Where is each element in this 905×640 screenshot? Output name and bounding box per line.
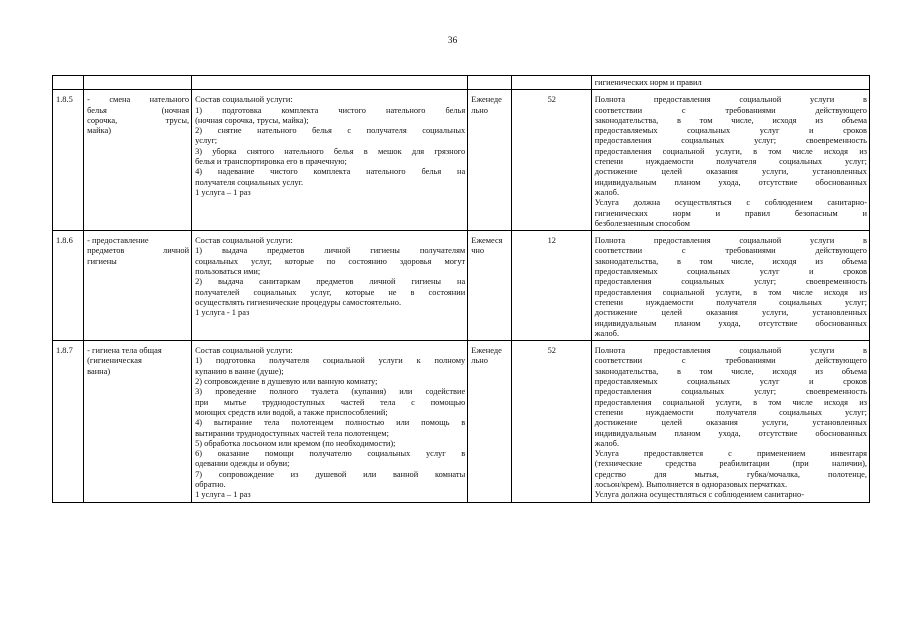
cell-quality bbox=[591, 341, 869, 502]
quality-line: законодательства, в том числе, исходя из объема bbox=[594, 256, 867, 266]
quality-line: соответствии с требованиями действующего bbox=[594, 246, 867, 256]
cell-quality bbox=[591, 231, 869, 341]
desc-line: осуществлять гигиенические процедуры самостоятельно. bbox=[195, 297, 402, 307]
name-line: (гигиеническая bbox=[87, 356, 142, 366]
quality-line: предоставления социальной услуги, в том числе исходя из bbox=[594, 146, 867, 156]
cell-name bbox=[84, 76, 192, 90]
desc-line: моющих средств или водой, а также приспособлений; bbox=[195, 407, 388, 417]
desc-line: социальных услуг, которые по состоянию здоровья могут bbox=[195, 256, 466, 266]
quality-line: Услуга предоставляется с применением инвентаря bbox=[594, 449, 867, 459]
name-line: гигиены bbox=[87, 256, 117, 266]
quality-line: законодательства, в том числе, исходя из объема bbox=[594, 366, 867, 376]
quality-line: индивидуальным планом ухода, отсутствие обоснованных bbox=[594, 177, 867, 187]
cell-quality bbox=[591, 76, 869, 90]
desc-line: 2) снятие нательного белья с получателя социальных bbox=[195, 126, 466, 136]
desc-line: 4) вытирание тела полотенцем полностью или помощь в bbox=[195, 418, 466, 428]
quality-line: достижение целей оказания услуги, установленных bbox=[594, 167, 867, 177]
desc-line: 2) сопровождение в душевую или ванную комнату; bbox=[195, 377, 378, 387]
quality-line: безболезненным способом bbox=[594, 218, 690, 228]
quality-line: Полнота предоставления социальной услуги в bbox=[594, 236, 867, 246]
quality-line: гигиенических норм и правил безопасным и bbox=[594, 208, 867, 218]
table-row bbox=[53, 341, 870, 502]
cell-count bbox=[511, 341, 591, 502]
table-row-continuation bbox=[53, 76, 870, 90]
quality-line: законодательства, в том числе, исходя из объема bbox=[594, 115, 867, 125]
services-table bbox=[52, 75, 870, 503]
quality-line: предоставления социальных услуг; своевременность bbox=[594, 387, 867, 397]
quality-line: степени нуждаемости получателя социальных услуг; bbox=[594, 157, 867, 167]
desc-line: получателей социальных услуг, которые не в состоянии bbox=[195, 287, 466, 297]
quality-line: жалоб. bbox=[594, 328, 620, 338]
freq-line: Еженеде bbox=[471, 95, 502, 105]
quality-line: предоставления социальной услуги, в том числе исходя из bbox=[594, 397, 867, 407]
desc-line: услуг; bbox=[195, 136, 218, 146]
name-line: ванна) bbox=[87, 366, 111, 376]
quality-line: предоставления социальных услуг; своевременность bbox=[594, 136, 867, 146]
cell-num bbox=[53, 76, 84, 90]
name-line: - смена нательного bbox=[87, 95, 190, 105]
quality-line: средство для мытья, губка/мочалка, полотенце, bbox=[594, 469, 867, 479]
cell-quality bbox=[591, 90, 869, 231]
count-value: 52 bbox=[547, 346, 556, 356]
cell-num bbox=[53, 231, 84, 341]
quality-line: Услуга должна осуществляться с соблюдением санитарно- bbox=[594, 490, 805, 500]
name-line: предметов личной bbox=[87, 246, 190, 256]
desc-line: 5) обработка лосьоном или кремом (по необходимости); bbox=[195, 438, 396, 448]
cell-frequency bbox=[468, 76, 512, 90]
quality-line: жалоб. bbox=[594, 187, 620, 197]
quality-line: степени нуждаемости получателя социальных услуг; bbox=[594, 407, 867, 417]
cell-count bbox=[511, 76, 591, 90]
quality-line: достижение целей оказания услуги, установленных bbox=[594, 308, 867, 318]
desc-line: 3) уборка снятого нательного белья в мешок для грязного bbox=[195, 146, 466, 156]
quality-line: предоставляемых социальных услуг и сроков bbox=[594, 267, 867, 277]
quality-line: предоставляемых социальных услуг и сроков bbox=[594, 126, 867, 136]
desc-line: одевании одежды и обуви; bbox=[195, 459, 290, 469]
desc-line: 1 услуга – 1 раз bbox=[195, 490, 251, 500]
freq-line: чно bbox=[471, 246, 485, 256]
cell-count bbox=[511, 90, 591, 231]
quality-line: предоставляемых социальных услуг и сроков bbox=[594, 377, 867, 387]
cell-count bbox=[511, 231, 591, 341]
cell-num bbox=[53, 90, 84, 231]
quality-line: лосьон/крем). Выполняется в одноразовых перчатках. bbox=[594, 479, 788, 489]
quality-text: гигиенических норм и правил bbox=[594, 78, 702, 87]
row-number: 1.8.6 bbox=[56, 236, 73, 246]
table-row bbox=[53, 90, 870, 231]
name-line: - гигиена тела общая bbox=[87, 346, 162, 356]
desc-line: 6) оказание помощи получателю социальных услуг в bbox=[195, 449, 466, 459]
quality-line: Полнота предоставления социальной услуги в bbox=[594, 95, 867, 105]
desc-line: (ночная сорочка, трусы, майка); bbox=[195, 115, 309, 125]
cell-name bbox=[84, 341, 192, 502]
quality-line: предоставления социальных услуг; своевременность bbox=[594, 277, 867, 287]
desc-line: Состав социальной услуги: bbox=[195, 236, 293, 246]
name-line: майка) bbox=[87, 126, 112, 136]
desc-line: 1) подготовка получателя социальной услуги к полному bbox=[195, 356, 466, 366]
desc-line: Состав социальной услуги: bbox=[195, 95, 293, 105]
quality-line: степени нуждаемости получателя социальных услуг; bbox=[594, 297, 867, 307]
count-value: 12 bbox=[547, 236, 556, 246]
table-row bbox=[53, 231, 870, 341]
freq-line: льно bbox=[471, 356, 488, 366]
count-value: 52 bbox=[547, 95, 556, 105]
quality-line: индивидуальным планом ухода, отсутствие обоснованных bbox=[594, 318, 867, 328]
desc-line: 4) надевание чистого комплекта нательного белья на bbox=[195, 167, 466, 177]
desc-line: 1) выдача предметов личной гигиены получателям bbox=[195, 246, 466, 256]
name-line: - предоставление bbox=[87, 236, 149, 246]
cell-num bbox=[53, 341, 84, 502]
desc-line: пользоваться ими; bbox=[195, 267, 261, 277]
desc-line: 3) проведение полного туалета (купания) или содействие bbox=[195, 387, 466, 397]
desc-line: белья и транспортировка его в прачечную; bbox=[195, 157, 347, 167]
cell-description bbox=[192, 341, 468, 502]
quality-line: Услуга должна осуществляться с соблюдением санитарно- bbox=[594, 198, 867, 208]
cell-description bbox=[192, 76, 468, 90]
desc-line: 1 услуга – 1 раз bbox=[195, 187, 251, 197]
desc-line: получателя социальных услуг. bbox=[195, 177, 304, 187]
quality-line: Полнота предоставления социальной услуги в bbox=[594, 346, 867, 356]
cell-frequency bbox=[468, 231, 512, 341]
cell-name bbox=[84, 90, 192, 231]
freq-line: Ежемеся bbox=[471, 236, 503, 246]
cell-frequency bbox=[468, 90, 512, 231]
quality-line: соответствии с требованиями действующего bbox=[594, 105, 867, 115]
desc-line: обратно. bbox=[195, 479, 226, 489]
desc-line: купанию в ванне (душе); bbox=[195, 366, 284, 376]
cell-description bbox=[192, 90, 468, 231]
cell-description bbox=[192, 231, 468, 341]
desc-line: 2) выдача санитаркам предметов личной гигиены на bbox=[195, 277, 466, 287]
cell-name bbox=[84, 231, 192, 341]
quality-line: достижение целей оказания услуги, установленных bbox=[594, 418, 867, 428]
page-number: 36 bbox=[447, 36, 458, 46]
desc-line: Состав социальной услуги: bbox=[195, 346, 293, 356]
quality-line: жалоб. bbox=[594, 438, 620, 448]
desc-line: при мытье труднодоступных частей тела с помощью bbox=[195, 397, 466, 407]
desc-line: 1 услуга - 1 раз bbox=[195, 308, 250, 318]
desc-line: 7) сопровождение из душевой или ванной комнаты bbox=[195, 469, 466, 479]
quality-line: (технические средства реабилитации (при наличии), bbox=[594, 459, 867, 469]
name-line: белья (ночная bbox=[87, 105, 190, 115]
quality-line: предоставления социальной услуги, в том числе исходя из bbox=[594, 287, 867, 297]
freq-line: Еженеде bbox=[471, 346, 502, 356]
cell-frequency bbox=[468, 341, 512, 502]
row-number: 1.8.7 bbox=[56, 346, 73, 356]
freq-line: льно bbox=[471, 105, 488, 115]
quality-line: индивидуальным планом ухода, отсутствие обоснованных bbox=[594, 428, 867, 438]
desc-line: вытирании труднодоступных частей тела полотенцем; bbox=[195, 428, 389, 438]
quality-line: соответствии с требованиями действующего bbox=[594, 356, 867, 366]
name-line: сорочка, трусы, bbox=[87, 115, 190, 125]
row-number: 1.8.5 bbox=[56, 95, 73, 105]
desc-line: 1) подготовка комплекта чистого нательного белья bbox=[195, 105, 466, 115]
